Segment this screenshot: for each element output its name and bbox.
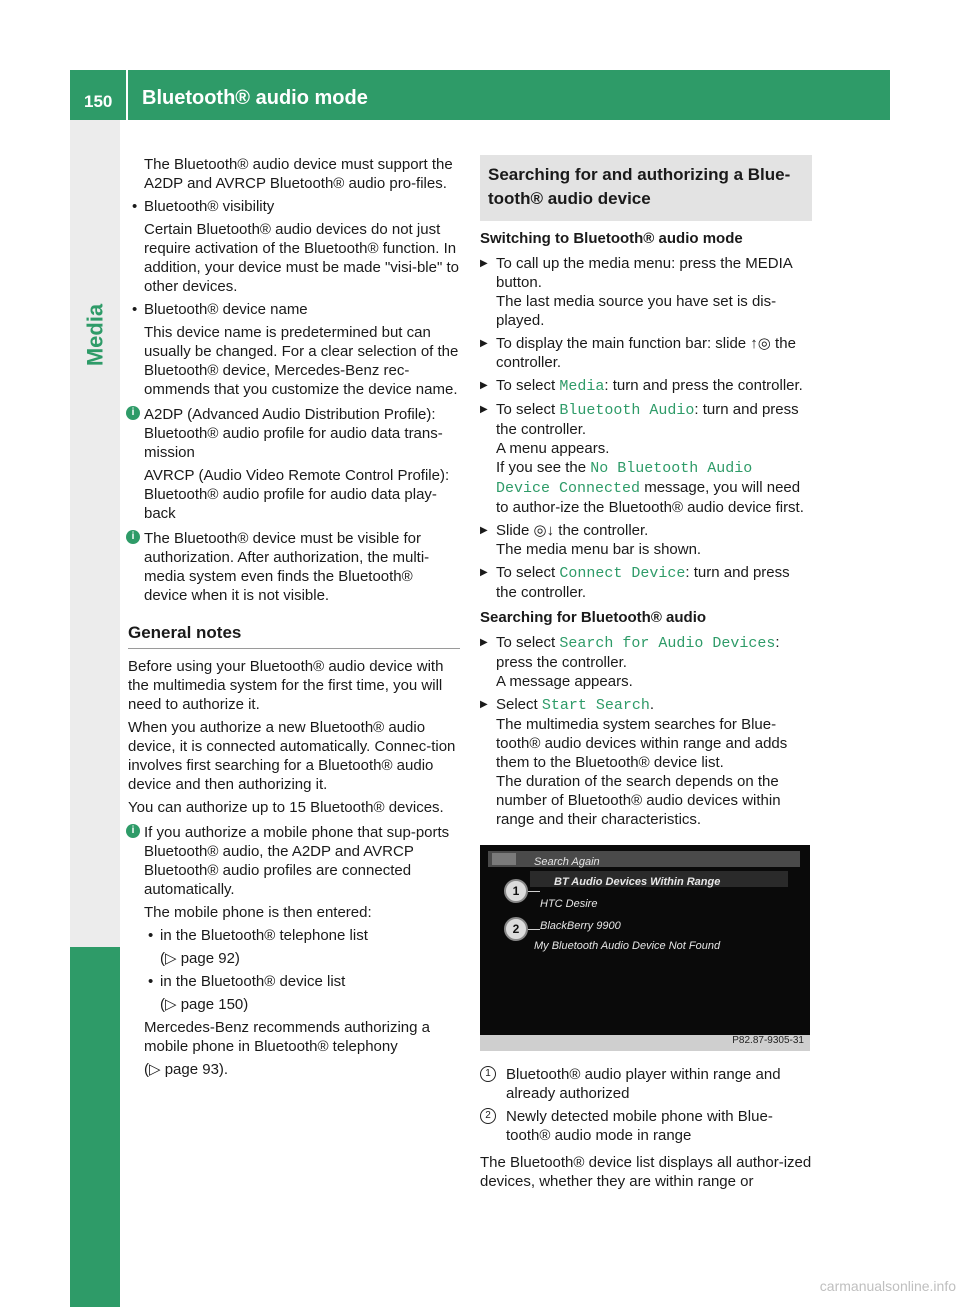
bullet-item: • Bluetooth® device name	[128, 300, 460, 319]
menu-term: No Bluetooth Audio Device Connected	[496, 460, 753, 497]
section-band-heading: Searching for and authorizing a Blue-tooth® audio device	[480, 155, 812, 221]
callout-1: 1	[504, 879, 528, 903]
step-item: ▶ To select Bluetooth Audio: turn and press the controller. A menu appears. If you see the No Bluetooth Audio Device Connected message, you will need to author-ize the Bluetooth® audio device first.	[480, 400, 812, 517]
text-paragraph: The Bluetooth® audio device must support the A2DP and AVRCP Bluetooth® audio pro-files.	[144, 156, 453, 192]
subheading: Switching to Bluetooth® audio mode	[480, 230, 743, 247]
section-tab-label: Media	[82, 303, 108, 367]
bullet-item: • Bluetooth® visibility	[128, 197, 460, 216]
menu-term: Search for Audio Devices	[559, 635, 776, 652]
bullet-item: • in the Bluetooth® telephone list	[144, 926, 460, 945]
side-tab-strip	[70, 120, 120, 1302]
info-text: The Bluetooth® device must be visible for authorization. After authorization, the multi-media system even finds the Bluetooth® device when it is not visible.	[144, 530, 430, 604]
info-text: Mercedes-Benz recommends authorizing a mobile phone in Bluetooth® telephony	[144, 1019, 430, 1055]
menu-term: Media	[559, 378, 605, 395]
device-screenshot	[480, 845, 810, 1051]
screen-device-1: HTC Desire	[540, 898, 598, 910]
step-item: ▶ To display the main function bar: slide ↑◎ the controller.	[480, 334, 812, 372]
page-title: Bluetooth® audio mode	[142, 87, 368, 109]
screen-search-again: Search Again	[534, 856, 600, 868]
page-number: 150	[84, 92, 113, 111]
text-paragraph: Before using your Bluetooth® audio device with the multimedia system for the first time, you will need to authorize it.	[128, 658, 444, 713]
step-item: ▶ To select Media: turn and press the controller.	[480, 376, 812, 396]
step-item: ▶ Select Start Search. The multimedia system searches for Blue-tooth® audio devices within range and adds them to the Bluetooth® device list. The duration of the search depends on the number of Bluetooth® audio devices within range and their characteristics.	[480, 695, 812, 829]
subheading: Searching for Bluetooth® audio	[480, 609, 707, 626]
step-item: ▶ To select Connect Device: turn and press the controller.	[480, 563, 812, 602]
watermark: carmanualsonline.info	[819, 1278, 956, 1294]
text-paragraph: The Bluetooth® device list displays all author-ized devices, whether they are within range or	[480, 1154, 812, 1190]
step-item: ▶ Slide ◎↓ the controller. The media menu bar is shown.	[480, 521, 812, 559]
info-icon: i	[126, 824, 140, 838]
callout-2: 2	[504, 917, 528, 941]
section-heading: General notes	[128, 623, 460, 649]
screen-device-2: BlackBerry 9900	[540, 920, 621, 932]
caption-item: 2 Newly detected mobile phone with Blue-tooth® audio mode in range	[480, 1107, 812, 1145]
text-paragraph: You can authorize up to 15 Bluetooth® devices.	[128, 799, 444, 816]
text-paragraph: This device name is predetermined but can usually be changed. For a clear selection of the Bluetooth® device, Mercedes-Benz rec-ommends that you customize the device name.	[144, 324, 459, 398]
menu-term: Start Search	[541, 697, 650, 714]
left-column	[128, 155, 460, 1083]
back-icon	[492, 853, 516, 865]
page-reference[interactable]: (▷ page 92)	[160, 950, 240, 967]
menu-term: Connect Device	[559, 565, 686, 582]
page-header	[70, 70, 890, 120]
info-note	[128, 405, 460, 523]
text-paragraph: Certain Bluetooth® audio devices do not just require activation of the Bluetooth® function. In addition, your device must be made "visi-ble" to other devices.	[144, 221, 459, 295]
right-column	[480, 155, 812, 1195]
screen-device-3: My Bluetooth Audio Device Not Found	[534, 940, 721, 952]
page-reference[interactable]: (▷ page 150)	[160, 996, 249, 1013]
step-item: ▶ To call up the media menu: press the MEDIA button. The last media source you have set is dis-played.	[480, 254, 812, 330]
header-divider	[126, 70, 128, 120]
bullet-item: • in the Bluetooth® device list	[144, 972, 460, 991]
text-paragraph: When you authorize a new Bluetooth® audio device, it is connected automatically. Connec-tion involves first searching for a Bluetooth® audio device and then authorizing it.	[128, 719, 456, 793]
info-icon: i	[126, 530, 140, 544]
info-icon: i	[126, 406, 140, 420]
page-reference[interactable]: (▷ page 93).	[144, 1061, 229, 1078]
info-note	[128, 529, 460, 605]
step-item: ▶ To select Search for Audio Devices: press the controller. A message appears.	[480, 633, 812, 691]
screen-list-title: BT Audio Devices Within Range	[554, 876, 721, 888]
callout-line	[528, 891, 540, 892]
info-text: If you authorize a mobile phone that sup-ports Bluetooth® audio, the A2DP and AVRCP Bluetooth® audio profiles are connected automatically.	[144, 824, 450, 898]
caption-number: 1	[480, 1066, 496, 1082]
caption-item: 1 Bluetooth® audio player within range and already authorized	[480, 1065, 812, 1103]
menu-term: Bluetooth Audio	[559, 402, 695, 419]
info-text: A2DP (Advanced Audio Distribution Profile): Bluetooth® audio profile for audio data trans-mission	[144, 406, 443, 461]
figure-code: P82.87-9305-31	[732, 1035, 804, 1046]
caption-number: 2	[480, 1108, 496, 1124]
screen-footer	[480, 1035, 810, 1051]
side-tab-block	[70, 947, 120, 1307]
info-note	[128, 823, 460, 1079]
info-text: The mobile phone is then entered:	[144, 904, 372, 921]
info-text: AVRCP (Audio Video Remote Control Profile): Bluetooth® audio profile for audio data play-back	[144, 467, 450, 522]
callout-line	[528, 929, 540, 930]
